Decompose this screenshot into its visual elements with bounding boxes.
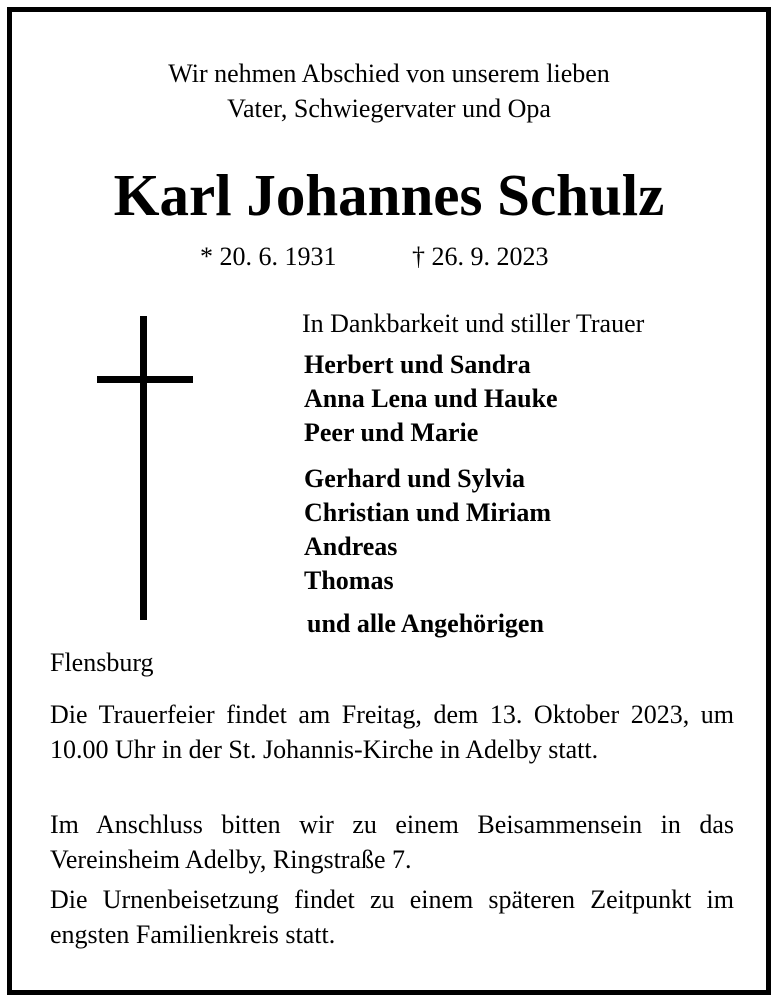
cross-icon [97,316,193,620]
mourner-name: Herbert und Sandra [304,350,531,379]
mourner-name: Gerhard und Sylvia [304,464,526,493]
obituary-frame [7,7,771,995]
mourner-name: Anna Lena und Hauke [304,384,558,413]
grief-line: In Dankbarkeit und stiller Trauer [302,309,645,338]
birth-date: * 20. 6. 1931 [200,242,337,271]
intro-text [12,56,766,126]
intro-line-1: Wir nehmen Abschied von unserem lieben [168,59,610,88]
intro-line-2: Vater, Schwiegervater und Opa [227,94,551,123]
mourner-name: Christian und Miriam [304,498,552,527]
mourner-name: Peer und Marie [304,418,479,447]
mourners-block [302,306,742,641]
cross-vertical-beam [140,316,147,620]
mourner-group-2 [304,462,742,598]
death-date: † 26. 9. 2023 [412,242,549,271]
gathering-paragraph: Im Anschluss bitten wir zu einem Beisammensein in das Vereinsheim Adelby, Ringstraße 7. [50,810,734,874]
cross-horizontal-beam [97,376,193,383]
burial-paragraph: Die Urnenbeisetzung findet zu einem späteren Zeitpunkt im engsten Familienkreis statt. [50,885,734,949]
deceased-name: Karl Johannes Schulz [113,162,665,228]
ceremony-paragraph: Die Trauerfeier findet am Freitag, dem 13. Oktober 2023, um 10.00 Uhr in der St. Johannis-Kirche in Adelby statt. [50,700,734,764]
mourner-group-1 [304,348,742,450]
mourner-name: Andreas [304,532,398,561]
relatives-line: und alle Angehörigen [307,609,544,638]
location-text: Flensburg [50,648,154,677]
mourner-name: Thomas [304,566,394,595]
